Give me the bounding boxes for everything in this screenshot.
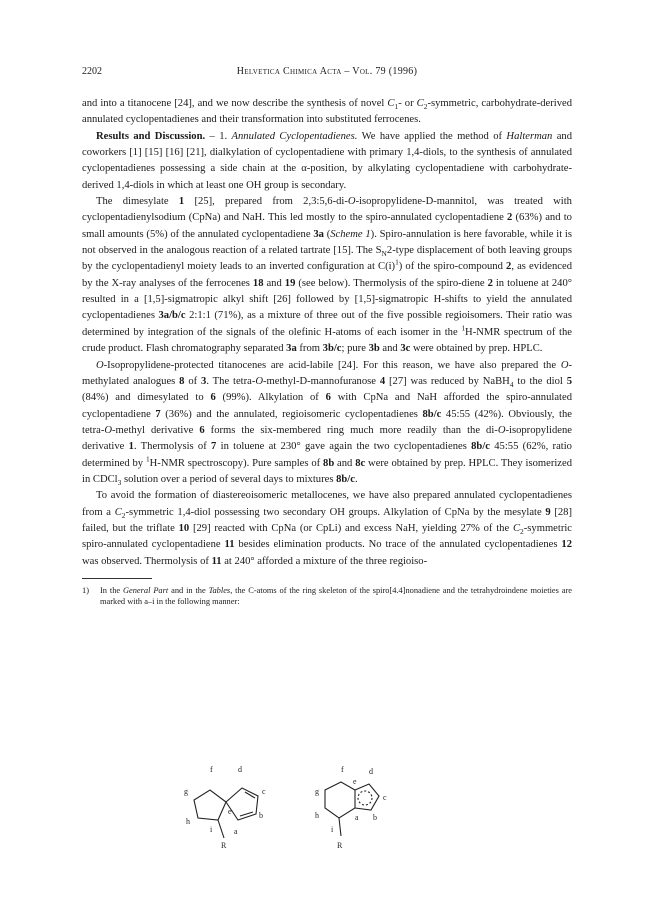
text-run: in toluene at 240° resulted in a [1,5]-sigmatropic alkyl shift [26] followed by [1,5]-sigmatropic H-shifts to yield the annulated cyclopentadienes	[82, 277, 573, 322]
text-run: (	[323, 228, 331, 240]
indene-label: d	[369, 767, 373, 776]
spiro-label: i	[210, 825, 213, 834]
tetrahydroindene-structure	[305, 762, 415, 857]
text-run: were obtained by prep. HPLC. They isomerized in CDCl	[82, 457, 572, 485]
bold-text: 5	[566, 375, 572, 387]
text-run: in toluene at 230° gave again the two cyclopentadienes	[216, 441, 472, 453]
paragraph	[82, 488, 572, 570]
text-run: with CpNa and NaH afforded the spiro-annulated cyclopentadiene	[82, 392, 572, 420]
spiro-label: h	[186, 817, 190, 826]
text-run: [29] reacted with CpNa (or CpLi) and excess NaH, yielding 27% of the	[189, 522, 513, 534]
text-run: [27] was reduced by NaBH	[385, 375, 510, 387]
superscript: 1	[461, 323, 466, 333]
bold-text: 12	[561, 539, 572, 551]
indene-label: i	[331, 825, 334, 834]
bold-text: 10	[178, 522, 190, 534]
indene-label: a	[355, 813, 359, 822]
text-run: solution over a period of several days to mixtures	[121, 473, 337, 485]
text-run: besides elimination products. No trace of the annulated cyclopentadienes	[234, 539, 562, 551]
text-run: [25], prepared from 2,3:5,6-di-	[184, 196, 348, 208]
text-run: 45:55 (42%). Obviously, the tetra-	[82, 408, 572, 436]
text-run: ; pure	[341, 343, 369, 355]
subscript: 2	[520, 527, 524, 537]
text-run: . The tetra-	[206, 375, 256, 387]
text-run: and	[334, 457, 356, 469]
bold-text: 3b/c	[322, 343, 342, 355]
text-run: ). Spiro-annulation is here favorable, while it is not observed in the analogous reaction of a related tartrate [15]. The S	[82, 228, 572, 257]
text-run: -methyl-D-mannofuranose	[263, 375, 380, 387]
text-run: and	[263, 277, 285, 289]
text-run: (84%) and dimesylated to	[82, 392, 211, 404]
paragraph	[82, 358, 572, 489]
text-run: H-NMR spectrum of the crude product. Flash chromatography separated	[82, 326, 572, 355]
bold-text: 1	[128, 441, 134, 453]
subscript: N	[381, 249, 387, 259]
text-run: -Isopropylidene-protected titanocenes are acid-labile [24]. For this reason, we have also prepared the	[103, 359, 561, 371]
bold-text: 3a/b/c	[158, 310, 186, 322]
paragraph	[82, 129, 572, 194]
text-run: (see below). Thermolysis of the spiro-diene	[295, 277, 488, 289]
italic-text: Scheme 1	[330, 228, 371, 240]
page	[82, 66, 572, 608]
indene-label: b	[373, 813, 377, 822]
italic-text: O	[96, 359, 104, 371]
text-run: -isopropylidene-D-mannitol, was treated with cyclopentadienylsodium (CpNa) and NaH. This led mostly to the spiro-annulated cyclopentadiene	[82, 196, 572, 224]
italic-text: General Part	[122, 585, 169, 595]
italic-text: O	[347, 196, 356, 208]
bold-text: 8b/c	[336, 473, 355, 485]
text-run: The dimesylate	[96, 196, 179, 208]
text-run: To avoid the formation of diastereoisomeric metallocenes, we have also prepared annulated cyclopentadienes from a	[82, 490, 572, 518]
text-run: from	[296, 343, 323, 355]
subscript: 2	[121, 510, 126, 520]
bold-text: 7	[155, 408, 161, 420]
bold-text: 7	[211, 441, 217, 453]
text-run: (36%) and the annulated, regioisomeric cyclopentadienes	[160, 408, 423, 420]
text-run: In the	[100, 585, 123, 595]
italic-text: C	[114, 506, 122, 518]
bold-text: 18	[252, 277, 264, 289]
text-run: and in the	[168, 585, 209, 595]
footnote	[82, 585, 572, 608]
text-run: 45:55 (62%, ratio determined by	[82, 441, 572, 469]
indene-label: c	[383, 793, 387, 802]
spiro-label: R	[221, 841, 227, 850]
text-run: -isopropylidene derivative	[82, 424, 572, 453]
bold-text: 11	[224, 539, 235, 551]
bold-text: 6	[325, 392, 331, 404]
text-run: (63%) and to small amounts (5%) of the annulated cyclopentadiene	[82, 212, 572, 240]
spiro-label: c	[262, 787, 266, 796]
subscript: 1	[394, 102, 399, 112]
bold-text: 3a	[286, 343, 297, 355]
text-run: [28] failed, but the triflate	[82, 506, 572, 534]
italic-text: O	[104, 424, 113, 436]
bold-text: 2	[507, 212, 513, 224]
bold-text: 8b	[323, 457, 335, 469]
article-body	[82, 96, 572, 570]
bold-text: 2	[487, 277, 493, 289]
italic-text: Annulated Cyclopentadienes.	[231, 130, 358, 142]
bold-text: 19	[284, 277, 296, 289]
running-header	[82, 66, 572, 84]
journal-title: Helvetica Chimica Acta – Vol. 79 (1996)	[236, 66, 418, 77]
spiro-label: e	[228, 807, 232, 816]
text-run: and coworkers [1] [15] [16] [21], dialkylation of cyclopentadiene with primary 1,4-diols, to the synthesis of annulated cyclopentadienes possessing a side chain at the α-position, by alkylating cyclopentadiene with carbohydrate-derived 1,4-diols in which at least one OH group is secondary.	[82, 130, 573, 191]
text-run: We have applied the method of	[357, 130, 507, 142]
bold-text: 6	[199, 424, 205, 436]
text-run: -methyl derivative	[112, 424, 200, 436]
bold-text: 1	[178, 196, 185, 208]
bold-text: 8b/c	[422, 408, 442, 420]
text-run: and into a titanocene [24], and we now describe the synthesis of novel	[82, 98, 388, 109]
footnote-mark-text: 1)	[82, 585, 89, 595]
bold-text: 3a	[313, 228, 324, 240]
subscript: 3	[117, 478, 122, 488]
italic-text: Tables	[208, 585, 231, 595]
text-run: , the C-atoms of the ring skeleton of the spiro[4.4]nonadiene and the tetrahydroindene moieties are marked with a–i in the following manner:	[100, 585, 572, 607]
text-run: , as evidenced by the X-ray analyses of the ferrocenes	[82, 261, 572, 289]
subscript: 4	[509, 379, 514, 389]
text-run: -methylated analogues	[82, 359, 572, 387]
spiro-label: g	[184, 787, 188, 796]
bold-text: 3b	[368, 343, 380, 355]
indene-label: e	[353, 777, 357, 786]
italic-text: O	[560, 359, 569, 371]
text-run: -symmetric, carbohydrate-derived annulated cyclopentadienes and their transformation into substituted ferrocenes.	[82, 98, 572, 126]
italic-text: C	[512, 522, 521, 534]
bold-text: 6	[210, 392, 216, 404]
spiro-label: b	[259, 811, 263, 820]
bold-text: 11	[211, 555, 222, 567]
paragraph	[82, 96, 572, 129]
indene-label: h	[315, 811, 319, 820]
text-run: -symmetric 1,4-diol possessing two secondary OH groups. Alkylation of CpNa by the mesylate	[125, 506, 546, 518]
bold-text: Results and Discussion.	[96, 130, 206, 142]
text-run: (99%). Alkylation of	[215, 392, 326, 404]
text-run: and	[379, 343, 401, 355]
bold-text: 4	[379, 375, 386, 387]
text-run: at 240° afforded a mixture of the three regioiso-	[221, 555, 428, 567]
text-run: was observed. Thermolysis of	[82, 555, 212, 567]
paragraph	[82, 194, 572, 357]
spiro-label: a	[234, 827, 238, 836]
text-run: were obtained by prep. HPLC.	[410, 343, 543, 355]
indene-label: g	[315, 787, 319, 796]
spiro-label: d	[238, 765, 242, 774]
bold-text: 3c	[400, 343, 411, 355]
bold-text: 8	[179, 375, 185, 387]
italic-text: Halterman	[506, 130, 553, 142]
text-run: – 1.	[205, 130, 232, 142]
text-run: ) of the spiro-compound	[398, 261, 507, 273]
bold-text: 9	[545, 506, 551, 518]
footnote-text	[100, 585, 572, 608]
text-run: forms the six-membered ring much more readily than the di-	[204, 424, 498, 436]
text-run: -symmetric spiro-annulated cyclopentadiene	[82, 522, 572, 551]
indene-label: f	[341, 765, 344, 774]
italic-text: O	[497, 424, 506, 436]
text-run: 2-type displacement of both leaving groups by the cyclopentadienyl moiety leads to an inverted configuration at C(i)	[82, 245, 572, 273]
superscript: 1	[145, 454, 150, 464]
indene-label: R	[337, 841, 343, 850]
text-run: of	[184, 375, 202, 387]
structure-figures	[0, 762, 490, 857]
bold-text: 3	[201, 375, 207, 387]
italic-text: C	[387, 98, 395, 109]
subscript: 2	[423, 102, 428, 112]
bold-text: 8c	[355, 457, 366, 469]
footnote-mark	[82, 585, 100, 608]
text-run: . Thermolysis of	[133, 441, 212, 453]
text-run: .	[354, 473, 358, 485]
text-run: to the diol	[513, 375, 567, 387]
bold-text: 8b/c	[471, 441, 490, 453]
superscript: 1	[395, 257, 399, 267]
italic-text: O	[255, 375, 264, 387]
bold-text: 2	[506, 261, 512, 273]
italic-text: C	[416, 98, 424, 109]
text-run: - or	[398, 98, 417, 109]
page-number: 2202	[82, 66, 102, 77]
text-run: 2:1:1 (71%), as a mixture of three out of the five possible regioisomers. Their ratio was determined by integration of the signals of the olefinic H-atoms of each isomer in the	[82, 310, 572, 338]
footnote-rule	[82, 578, 152, 579]
spiro-nonadiene-structure	[180, 762, 290, 857]
spiro-label: f	[210, 765, 213, 774]
text-run: H-NMR spectroscopy). Pure samples of	[149, 457, 324, 469]
